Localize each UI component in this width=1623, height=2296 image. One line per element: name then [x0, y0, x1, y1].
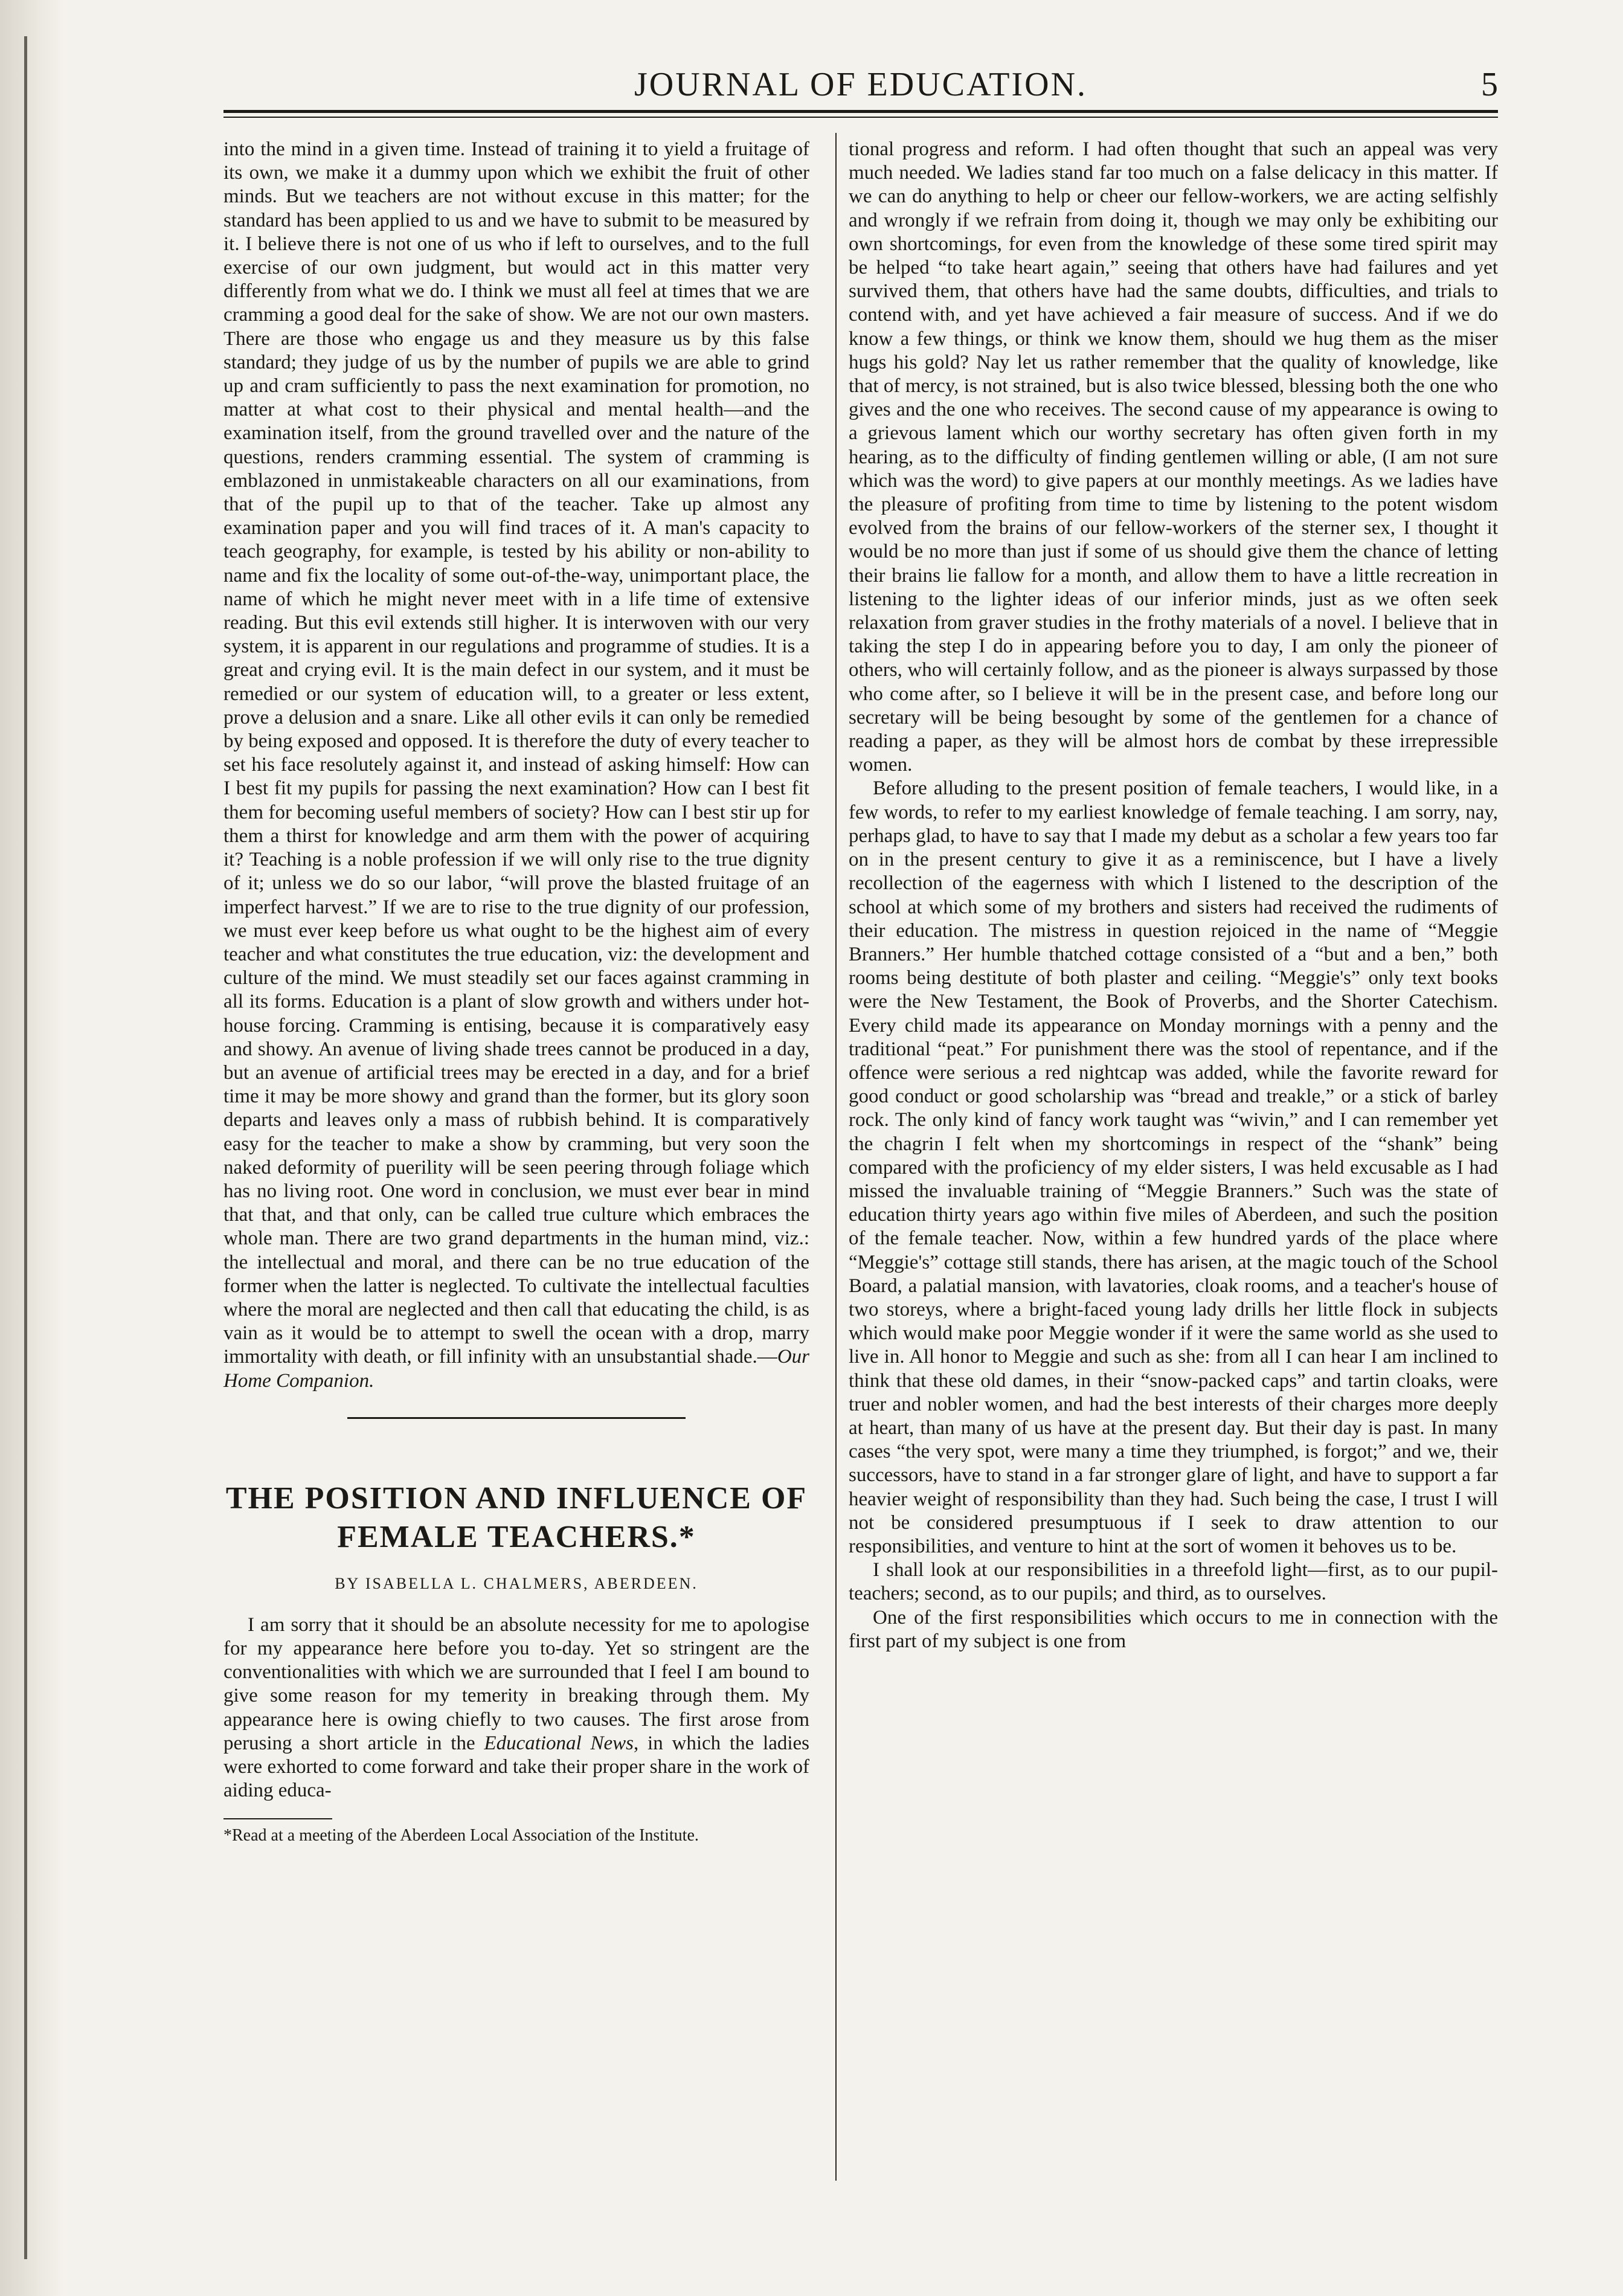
- right-paragraph-2: Before alluding to the present position of female teachers, I would like, in a few words, to refer to my earliest knowledge of female teaching. I am sorry, nay, perhaps glad, to have to say that I made my debut as a scholar a few years too far on in the present century to give it as a reminiscence, but I have a lively recollection of the eagerness with which I listened to the description of the school at which some of my brothers and sisters had received the rudiments of their education. The mistress in question rejoiced in the name of “Meggie Branners.” Her humble thatched cottage consisted of a “but and a ben,” both rooms being destitute of both plaster and ceiling. “Meggie's” only text books were the New Testament, the Book of Proverbs, and the Shorter Catechism. Every child made its appearance on Monday mornings with a penny and the traditional “peat.” For punishment there was the stool of repentance, and if the offence were serious a red nightcap was added, while the favorite reward for good conduct or good scholarship was “bread and treakle,” or a stick of barley rock. The only kind of fancy work taught was “wivin,” and I can remember yet the chagrin I felt when my shortcomings in respect of the “shank” being compared with the proficiency of my elder sisters, I was held excusable as I had missed the invaluable training of “Meggie Branners.” Such was the state of education thirty years ago within five miles of Aberdeen, and such the position of the female teacher. Now, within a few hundred yards of the place where “Meggie's” cottage still stands, there has arisen, at the magic touch of the School Board, a palatial mansion, with lavatories, cloak rooms, and a teacher's house of two storeys, where a bright-faced young lady drills her little flock in subjects which would make poor Meggie wonder if it were the same world as she used to live in. All honor to Meggie and such as she: from all I can hear I am inclined to think that these old dames, in their “snow-packed caps” and tartin cloaks, were truer and nobler women, and had the best interests of their charges more deeply at heart, than many of us have at the present day. But their day is past. In many cases “the very spot, were many a time they triumphed, is forgot;” and we, their successors, have to stand in a far stronger glare of light, and have to support a far heavier weight of responsibility than they had. Such being the case, I trust I will not be considered presumptuous if I seek to draw attention to our responsibilities, and venture to hint at the sort of women it behoves us to be.: [849, 777, 1498, 1557]
- column-divider: [835, 133, 837, 2181]
- footnote-rule: [223, 1818, 332, 1819]
- left-column: [223, 138, 809, 1846]
- footnote: *Read at a meeting of the Aberdeen Local Association of the Institute.: [223, 1826, 699, 1845]
- continued-article-text: [223, 138, 809, 1393]
- header-rule-thick: [223, 110, 1498, 113]
- opening-paragraph-part-b: , in which the ladies were exhorted to come forward and take their proper share in the work of aiding educa-: [223, 1732, 809, 1802]
- opening-paragraph-emphasis: Educational News: [484, 1732, 634, 1754]
- article-source: Our Home Companion.: [223, 1346, 809, 1392]
- article-opening-paragraph: [223, 1613, 809, 1803]
- article-separator-rule: [347, 1417, 686, 1419]
- right-paragraph-3: I shall look at our responsibilities in a threefold light—first, as to our pupil-teachers; second, as to our pupils; and third, as to ourselves.: [849, 1559, 1498, 1605]
- page-number: 5: [1481, 66, 1498, 103]
- page-binding-edge: [0, 0, 63, 2296]
- right-paragraph-1: tional progress and reform. I had often thought that such an appeal was very much needed. We ladies stand far too much on a false delicacy in this matter. If we can do anything to help or cheer our fellow-workers, we are acting selfishly and wrongly if we refrain from doing it, though we may only be exhibiting our own shortcomings, for even from the knowledge of these some tired spirit may be helped “to take heart again,” seeing that others have had failures and yet survived them, that others have had the same doubts, difficulties, and trials to contend with, and yet have achieved a fair measure of success. And if we do know a few things, or think we know them, should we hug them as the miser hugs his gold? Nay let us rather remember that the quality of knowledge, like that of mercy, is not strained, but is also twice blessed, blessing both the one who gives and the one who receives. The second cause of my appearance is owing to a grievous lament which our worthy secretary has often given forth in my hearing, as to the difficulty of finding gentlemen willing or able, (I am not sure which was the word) to give papers at our monthly meetings. As we ladies have the pleasure of profiting from time to time by listening to the potent wisdom evolved from the brains of our fellow-workers of the sterner sex, I thought it would be no more than just if some of us should give them the chance of letting their brains lie fallow for a month, and allow them to have a little recreation in listening to the lighter ideas of our inferior minds, just as we often seek relaxation from graver studies in the frothy materials of a novel. I believe that in taking the step I do in appearing before you to day, I am only the pioneer of others, who will certainly follow, and as the pioneer is always surpassed by those who come after, so I believe it will be in the present case, and before long our secretary will be being besought by some of the gentlemen for a chance of reading a paper, as they will be almost hors de combat by these irrepressible women.: [849, 138, 1498, 776]
- binding-shadow-line: [24, 36, 27, 2259]
- article-byline: BY ISABELLA L. CHALMERS, ABERDEEN.: [335, 1574, 698, 1592]
- opening-paragraph-part-a: I am sorry that it should be an absolute necessity for me to apologise for my appearance here before you to-day. Yet so stringent are the conventionalities with which we are surrounded that I feel I am bound to give some reason for my temerity in breaking through them. My appearance here is owing chiefly to two causes. The first arose from perusing a short article in the: [223, 1613, 809, 1754]
- right-paragraph-4: One of the first responsibilities which occurs to me in connection with the first part of my subject is one from: [849, 1606, 1498, 1652]
- journal-title: JOURNAL OF EDUCATION.: [634, 66, 1088, 103]
- right-column: [849, 138, 1498, 1653]
- header-rule-thin: [223, 117, 1498, 118]
- article-title: THE POSITION AND INFLUENCE OF FEMALE TEACHERS.*: [225, 1481, 808, 1554]
- continued-article-body: into the mind in a given time. Instead of training it to yield a fruitage of its own, we make it a dummy upon which we exhibit the fruit of other minds. But we teachers are not without excuse in this matter; for the standard has been applied to us and we have to submit to be measured by it. I believe there is not one of us who if left to ourselves, and to the full exercise of our own judgment, but would act in this matter very differently from what we do. I think we must all feel at times that we are cramming a good deal for the sake of show. We are not our own masters. There are those who engage us and they measure us by this false standard; they judge of us by the number of pupils we are able to grind up and cram sufficiently to pass the next examination for promotion, no matter at what cost to their physical and mental health—and the examination itself, from the ground travelled over and the nature of the questions, renders cramming essential. The system of cramming is emblazoned in unmistakeable characters on all our examinations, from that of the pupil up to that of the teacher. Take up almost any examination paper and you will find traces of it. A man's capacity to teach geography, for example, is tested by his ability or non-ability to name and fix the locality of some out-of-the-way, unimportant place, the name of which he might never meet with in a life time of extensive reading. But this evil extends still higher. It is interwoven with our very system, it is apparent in our regulations and programme of studies. It is a great and crying evil. It is the main defect in our system, and it must be remedied or our system of education will, to a greater or less extent, prove a delusion and a snare. Like all other evils it can only be remedied by being exposed and opposed. It is therefore the duty of every teacher to set his face resolutely against it, and instead of asking himself: How can I best fit my pupils for passing the next examination? How can I best fit them for becoming useful members of society? How can I best stir up for them a thirst for knowledge and arm them with the power of acquiring it? Teaching is a noble profession if we will only rise to the true dignity of it; unless we do so our labor, “will prove the blasted fruitage of an imperfect harvest.” If we are to rise to the true dignity of our profession, we must ever keep before us what ought to be the highest aim of every teacher and what constitutes the true education, viz: the development and culture of the mind. We must steadily set our faces against cramming in all its forms. Education is a plant of slow growth and withers under hot-house forcing. Cramming is entising, because it is comparatively easy and showy. An avenue of living shade trees cannot be produced in a day, but an avenue of artificial trees may be erected in a day, and for a brief time it may be more showy and grand than the former, but its glory soon departs and leaves only a mass of rubbish behind. It is comparatively easy for the teacher to make a show by cramming, but very soon the naked deformity of puerility will be seen peering through foliage which has no living root. One word in conclusion, we must ever bear in mind that that, and that only, can be called true culture which embraces the whole man. There are two grand departments in the human mind, viz.: the intellectual and moral, and there can be no true education of the former when the latter is neglected. To cultivate the intellectual faculties where the moral are neglected and then call that educating the child, is as vain as it would be to attempt to swell the ocean with a drop, marry immortality with death, or fill infinity with an unsubstantial shade.—: [223, 138, 809, 1368]
- running-header: [223, 60, 1498, 109]
